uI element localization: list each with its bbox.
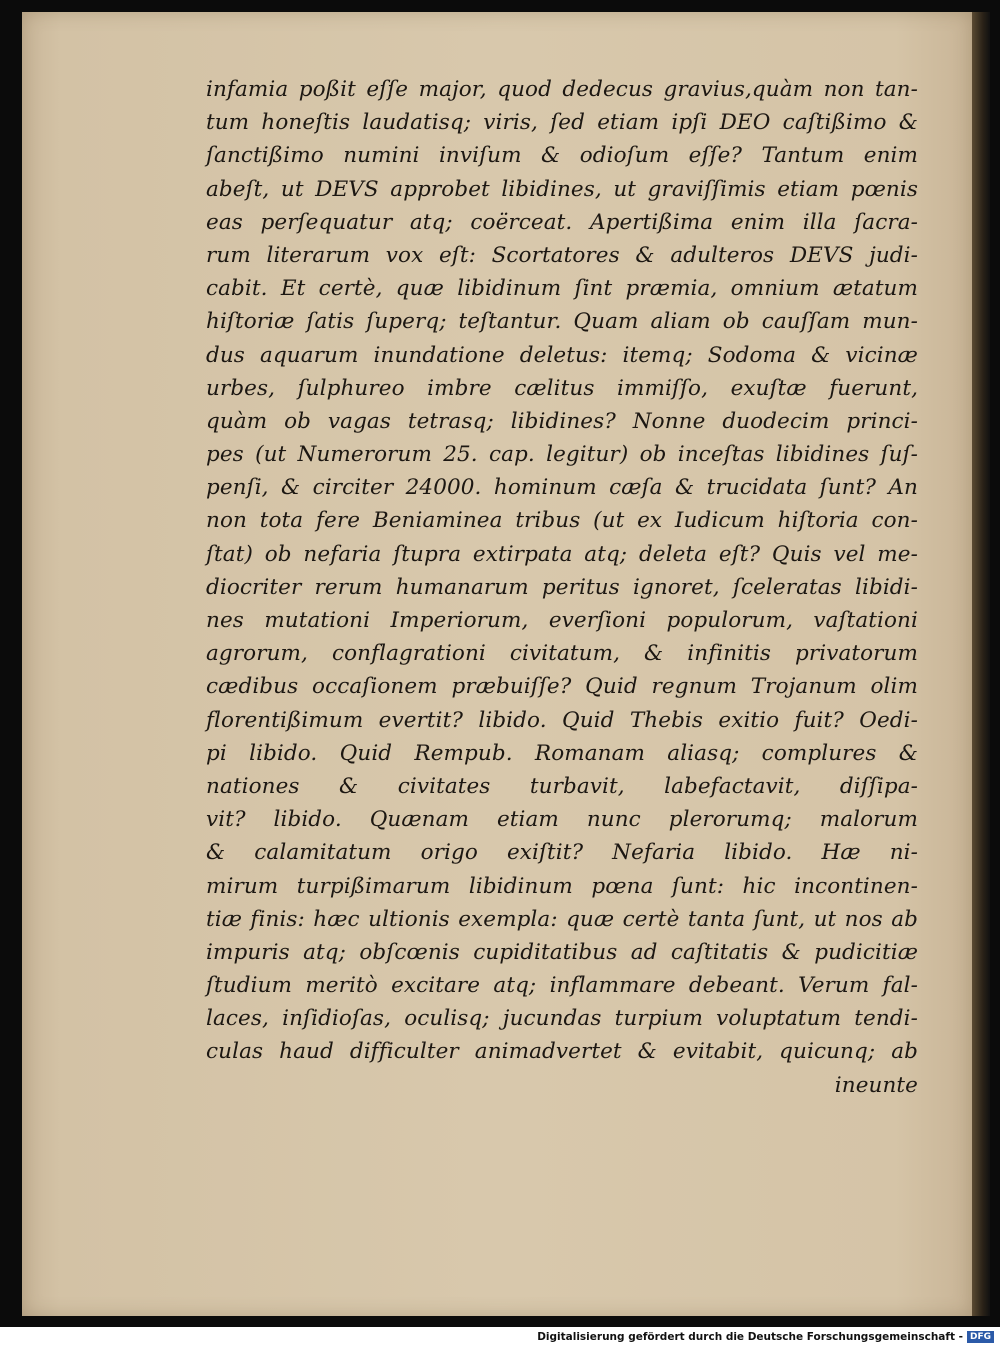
catchword: ineunte	[834, 1072, 918, 1098]
text-line: quàm ob vagas tetrasq; libidines? Nonne duodecim princi-	[206, 408, 918, 434]
text-line: mirum turpißimarum libidinum pœna ſunt: hic incontinen-	[206, 873, 918, 899]
text-line: nationes & civitates turbavit, labefactavit, diſſipa-	[206, 773, 918, 799]
text-line: vit? libido. Quænam etiam nunc plerorumq; malorum	[206, 807, 918, 833]
text-line: impuris atq; obſcœnis cupiditatibus ad caſtitatis & pudicitiæ	[206, 939, 918, 965]
footer-credit: Digitalisierung gefördert durch die Deutsche Forschungsgemeinschaft -	[537, 1331, 963, 1343]
text-line: nes mutationi Imperiorum, everſioni populorum, vaſtationi	[206, 608, 918, 633]
text-line: pi libido. Quid Rempub. Romanam aliasq; complures &	[206, 740, 918, 766]
text-line: dus aquarum inundatione deletus: itemq; Sodoma & vicinæ	[206, 342, 918, 368]
text-line: non tota fere Beniaminea tribus (ut ex Iudicum hiſtoria con-	[206, 508, 918, 534]
text-line: eas perſequatur atq; coërceat. Apertißima enim illa ſacra-	[206, 209, 918, 235]
text-line: ſanctißimo numini inviſum & odioſum eſſe? Tantum enim	[206, 143, 918, 169]
text-line: urbes, ſulphureo imbre cælitus immiſſo, exuſtæ fuerunt,	[206, 375, 918, 401]
text-line: tum honeſtis laudatisq; viris, ſed etiam ipſi DEO caſtißimo &	[206, 110, 918, 136]
text-line: cædibus occaſionem præbuiſſe? Quid regnum Trojanum olim	[206, 674, 918, 700]
digitization-footer	[537, 1330, 994, 1344]
text-line: cabit. Et certè, quæ libidinum ſint præmia, omnium ætatum	[206, 276, 918, 302]
text-line: infamia poßit eſſe major, quod dedecus gravius,quàm non tan-	[206, 77, 918, 102]
text-line: tiæ finis: hæc ultionis exempla: quæ certè tanta ſunt, ut nos ab	[206, 906, 918, 932]
text-line: florentißimum evertit? libido. Quid Thebis exitio fuit? Oedi-	[206, 707, 918, 733]
text-line: diocriter rerum humanarum peritus ignoret, ſceleratas libidi-	[206, 574, 918, 600]
text-line: culas haud difficulter animadvertet & evitabit, quicunq; ab	[206, 1039, 918, 1065]
text-line: ſtudium meritò excitare atq; inflammare debeant. Verum fal-	[206, 973, 918, 999]
text-line: pes (ut Numerorum 25. cap. legitur) ob inceſtas libidines ſuſ-	[206, 442, 918, 468]
text-line: rum literarum vox eſt: Scortatores & adulteros DEVS judi-	[206, 242, 918, 268]
text-line: hiſtoriæ ſatis ſuperq; teſtantur. Quam aliam ob cauſſam mun-	[206, 309, 918, 335]
text-line: penſi, & circiter 24000. hominum cæſa & trucidata ſunt? An	[206, 475, 918, 501]
text-line: ſtat) ob nefaria ſtupra extirpata atq; deleta eſt? Quis vel me-	[206, 541, 918, 567]
text-line: abeſt, ut DEVS approbet libidines, ut graviſſimis etiam pœnis	[206, 176, 918, 202]
dfg-logo-icon: DFG	[967, 1331, 994, 1343]
page-text	[206, 73, 918, 1102]
text-line: & calamitatum origo exiſtit? Nefaria libido. Hæ ni-	[206, 840, 918, 866]
book-edge	[972, 12, 990, 1316]
text-line: agrorum, conflagrationi civitatum, & infinitis privatorum	[206, 641, 918, 667]
text-line: laces, inſidioſas, oculisq; jucundas turpium voluptatum tendi-	[206, 1006, 918, 1032]
